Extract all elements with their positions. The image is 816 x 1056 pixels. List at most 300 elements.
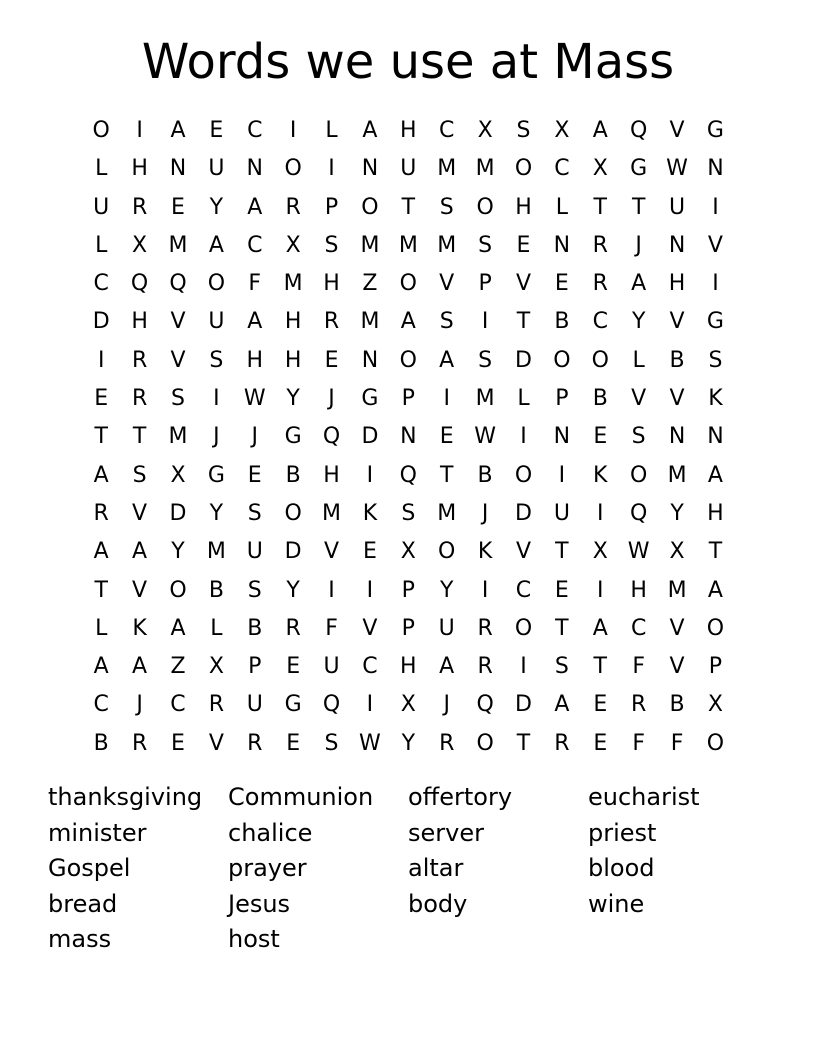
- grid-letter: X: [208, 654, 224, 680]
- grid-letter: H: [400, 118, 417, 143]
- grid-letter: V: [439, 271, 455, 297]
- letter-grid: [82, 112, 735, 763]
- grid-letter: E: [554, 271, 569, 297]
- grid-letter: N: [553, 424, 571, 450]
- grid-letter: R: [93, 500, 109, 526]
- grid-letter: E: [362, 539, 377, 565]
- grid-letter: T: [401, 194, 416, 220]
- grid-letter: Y: [401, 730, 416, 756]
- grid-letter: Y: [209, 500, 224, 526]
- grid-letter: N: [668, 232, 686, 258]
- grid-letter: B: [592, 386, 608, 412]
- grid-letter: L: [325, 118, 338, 143]
- grid-letter: C: [630, 615, 647, 641]
- word-list-item: chalice: [228, 818, 313, 847]
- grid-letter: I: [443, 386, 450, 412]
- grid-letter: Q: [630, 500, 648, 526]
- grid-letter: H: [246, 347, 264, 373]
- grid-letter: Z: [362, 271, 378, 297]
- grid-letter: M: [667, 577, 687, 603]
- grid-letter: B: [208, 577, 224, 603]
- grid-letter: G: [207, 462, 225, 488]
- grid-letter: F: [325, 615, 338, 641]
- grid-letter: W: [243, 386, 266, 412]
- word-list-item: blood: [588, 854, 655, 882]
- grid-letter: H: [284, 347, 302, 373]
- grid-letter: Y: [171, 539, 185, 565]
- grid-letter: C: [247, 118, 263, 143]
- grid-letter: I: [328, 156, 335, 182]
- grid-letter: W: [359, 730, 381, 756]
- grid-letter: U: [323, 654, 340, 680]
- grid-letter: T: [132, 424, 147, 450]
- grid-letter: R: [477, 615, 493, 641]
- grid-letter: A: [93, 462, 109, 488]
- grid-letter: A: [707, 577, 723, 603]
- grid-letter: E: [171, 194, 185, 220]
- grid-letter: S: [132, 462, 147, 488]
- grid-letter: X: [400, 539, 416, 565]
- word-list-item: Gospel: [48, 854, 131, 882]
- word-list-item: bread: [48, 889, 118, 918]
- grid-letter: X: [477, 118, 493, 143]
- grid-letter: M: [437, 232, 457, 258]
- grid-letter: E: [286, 730, 301, 756]
- grid-letter: S: [708, 347, 723, 373]
- grid-letter: J: [136, 692, 143, 718]
- grid-letter: S: [247, 577, 262, 603]
- grid-letter: S: [516, 118, 531, 143]
- grid-letter: N: [361, 347, 379, 373]
- grid-letter: M: [437, 500, 457, 526]
- grid-letter: I: [289, 118, 297, 143]
- grid-letter: M: [398, 232, 418, 258]
- grid-letter: S: [439, 194, 454, 220]
- grid-letter: U: [208, 309, 225, 335]
- grid-letter: S: [401, 500, 416, 526]
- grid-letter: I: [597, 577, 604, 603]
- grid-letter: P: [401, 615, 415, 641]
- grid-letter: K: [132, 615, 147, 641]
- grid-letter: L: [95, 615, 108, 641]
- grid-letter: R: [323, 309, 340, 335]
- grid-letter: R: [247, 730, 263, 756]
- grid-letter: B: [554, 309, 570, 335]
- grid-letter: N: [400, 424, 417, 450]
- grid-letter: R: [439, 730, 455, 756]
- grid-letter: R: [285, 194, 301, 220]
- grid-letter: P: [708, 654, 723, 680]
- grid-letter: T: [439, 462, 454, 488]
- grid-letter: S: [209, 347, 224, 373]
- grid-letter: X: [170, 462, 186, 488]
- grid-letter: O: [92, 118, 110, 143]
- word-list-item: thanksgiving: [48, 783, 203, 811]
- grid-letter: F: [632, 654, 645, 680]
- grid-letter: C: [554, 156, 570, 182]
- grid-letter: M: [206, 539, 226, 565]
- grid-letter: O: [284, 500, 302, 526]
- grid-letter: U: [553, 500, 570, 526]
- grid-letter: Y: [286, 386, 300, 412]
- grid-letter: T: [631, 194, 646, 220]
- grid-letter: Y: [631, 309, 646, 335]
- grid-letter: I: [366, 462, 374, 488]
- grid-letter: N: [668, 424, 686, 450]
- grid-letter: V: [669, 309, 685, 335]
- grid-letter: M: [360, 232, 380, 258]
- grid-letter: K: [593, 462, 608, 488]
- word-list-item: priest: [588, 818, 657, 847]
- grid-letter: D: [92, 309, 110, 335]
- grid-letter: C: [439, 118, 455, 143]
- grid-letter: Y: [670, 500, 684, 526]
- grid-letter: W: [666, 156, 688, 182]
- grid-letter: V: [707, 232, 723, 258]
- grid-letter: O: [399, 347, 417, 373]
- grid-letter: H: [131, 309, 148, 335]
- grid-letter: O: [361, 194, 379, 220]
- grid-letter: R: [554, 730, 570, 756]
- grid-letter: O: [476, 194, 494, 220]
- grid-letter: P: [401, 386, 415, 412]
- grid-letter: H: [284, 309, 302, 335]
- grid-letter: H: [400, 654, 417, 680]
- grid-letter: C: [93, 271, 109, 297]
- grid-letter: M: [360, 309, 380, 335]
- grid-letter: N: [361, 156, 379, 182]
- grid-letter: A: [439, 347, 455, 373]
- grid-letter: P: [248, 654, 262, 680]
- grid-letter: O: [706, 615, 725, 641]
- grid-letter: N: [707, 156, 724, 182]
- grid-letter: Y: [209, 194, 224, 220]
- grid-letter: T: [94, 577, 108, 603]
- grid-letter: G: [284, 692, 302, 718]
- grid-letter: I: [712, 271, 719, 297]
- word-list-item: Communion: [228, 783, 374, 811]
- grid-letter: E: [593, 424, 608, 450]
- grid-letter: T: [555, 615, 569, 641]
- grid-letter: O: [399, 271, 417, 297]
- grid-letter: V: [324, 539, 340, 565]
- word-list-item: offertory: [408, 783, 513, 811]
- grid-letter: E: [439, 424, 454, 450]
- grid-letter: X: [285, 232, 301, 258]
- grid-letter: O: [553, 347, 571, 373]
- grid-letter: H: [668, 271, 686, 297]
- grid-letter: I: [97, 347, 105, 373]
- grid-letter: O: [514, 462, 533, 488]
- grid-letter: O: [207, 271, 226, 297]
- grid-letter: R: [131, 194, 148, 220]
- grid-letter: L: [632, 347, 645, 373]
- grid-letter: A: [93, 654, 109, 680]
- grid-letter: E: [324, 347, 339, 373]
- grid-letter: V: [132, 500, 148, 526]
- grid-letter: M: [475, 386, 495, 412]
- word-list-item: prayer: [228, 854, 307, 882]
- grid-letter: I: [481, 309, 489, 335]
- word-list-item: server: [408, 818, 484, 847]
- grid-letter: K: [362, 500, 378, 526]
- grid-letter: V: [515, 271, 532, 297]
- grid-letter: Q: [322, 424, 341, 450]
- grid-letter: X: [707, 692, 723, 718]
- grid-letter: F: [248, 271, 262, 297]
- page-title: Words we use at Mass: [141, 34, 675, 90]
- grid-letter: N: [553, 232, 571, 258]
- grid-letter: C: [362, 654, 378, 680]
- grid-letter: N: [246, 156, 263, 182]
- grid-letter: G: [630, 156, 648, 182]
- grid-letter: R: [592, 271, 608, 297]
- grid-letter: V: [515, 539, 532, 565]
- grid-letter: L: [517, 386, 530, 412]
- word-list-item: body: [408, 889, 468, 918]
- grid-letter: R: [631, 692, 647, 718]
- grid-letter: R: [592, 232, 608, 258]
- grid-letter: Q: [399, 462, 417, 488]
- grid-letter: O: [438, 539, 456, 565]
- grid-letter: H: [323, 271, 340, 297]
- grid-letter: U: [246, 539, 263, 565]
- grid-letter: J: [443, 692, 450, 718]
- grid-letter: F: [632, 730, 645, 756]
- grid-letter: U: [669, 194, 686, 220]
- grid-letter: R: [285, 615, 301, 641]
- grid-letter: T: [593, 654, 607, 680]
- grid-letter: N: [169, 156, 187, 182]
- grid-letter: A: [592, 118, 608, 143]
- grid-letter: I: [520, 424, 527, 450]
- grid-letter: G: [706, 118, 724, 143]
- grid-letter: A: [554, 692, 570, 718]
- word-list-item: altar: [408, 854, 464, 882]
- grid-letter: S: [478, 232, 493, 258]
- grid-letter: S: [324, 232, 339, 258]
- grid-letter: G: [361, 386, 379, 412]
- grid-letter: A: [400, 309, 416, 335]
- grid-letter: A: [132, 654, 148, 680]
- grid-letter: I: [213, 386, 220, 412]
- grid-letter: D: [515, 692, 532, 718]
- grid-letter: Y: [439, 577, 454, 603]
- grid-letter: E: [554, 577, 569, 603]
- grid-letter: S: [170, 386, 185, 412]
- grid-letter: N: [707, 424, 724, 450]
- grid-letter: V: [362, 615, 378, 641]
- grid-letter: W: [474, 424, 496, 450]
- grid-letter: S: [439, 309, 454, 335]
- grid-letter: J: [251, 424, 258, 450]
- grid-letter: S: [247, 500, 262, 526]
- grid-letter: I: [558, 462, 566, 488]
- grid-letter: E: [286, 654, 301, 680]
- grid-letter: C: [247, 232, 263, 258]
- grid-letter: A: [93, 539, 109, 565]
- grid-letter: T: [708, 539, 723, 565]
- grid-letter: W: [627, 539, 650, 565]
- grid-letter: X: [400, 692, 416, 718]
- grid-letter: D: [515, 500, 532, 526]
- grid-letter: A: [592, 615, 608, 641]
- grid-letter: B: [477, 462, 493, 488]
- grid-letter: P: [324, 194, 339, 220]
- grid-letter: D: [169, 500, 187, 526]
- grid-letter: R: [131, 386, 148, 412]
- grid-letter: A: [707, 462, 723, 488]
- word-list: [48, 780, 768, 958]
- grid-letter: P: [478, 271, 492, 297]
- grid-letter: O: [514, 615, 533, 641]
- grid-letter: A: [132, 539, 148, 565]
- grid-letter: L: [95, 232, 108, 258]
- grid-letter: O: [284, 156, 302, 182]
- grid-letter: V: [669, 386, 685, 412]
- grid-letter: M: [475, 156, 495, 182]
- grid-letter: X: [592, 156, 608, 182]
- grid-letter: R: [477, 654, 493, 680]
- grid-letter: T: [555, 539, 569, 565]
- word-list-item: wine: [588, 889, 645, 918]
- grid-letter: S: [554, 654, 569, 680]
- grid-letter: D: [515, 347, 532, 373]
- grid-letter: Q: [630, 118, 648, 143]
- grid-letter: T: [94, 424, 108, 450]
- grid-letter: X: [132, 232, 148, 258]
- grid-letter: I: [366, 577, 374, 603]
- grid-letter: J: [481, 500, 489, 526]
- grid-letter: A: [170, 118, 186, 143]
- grid-letter: M: [283, 271, 303, 297]
- grid-letter: E: [593, 692, 608, 718]
- grid-letter: H: [630, 577, 647, 603]
- grid-letter: X: [554, 118, 570, 143]
- grid-letter: L: [210, 615, 223, 641]
- grid-letter: A: [170, 615, 186, 641]
- grid-letter: H: [707, 500, 724, 526]
- grid-letter: E: [209, 118, 224, 143]
- grid-letter: X: [669, 539, 685, 565]
- grid-letter: V: [669, 118, 685, 143]
- grid-letter: B: [285, 462, 301, 488]
- grid-letter: Y: [286, 577, 300, 603]
- word-list-item: eucharist: [588, 783, 700, 811]
- grid-letter: T: [516, 309, 531, 335]
- word-list-item: minister: [48, 818, 147, 847]
- grid-letter: L: [555, 194, 569, 220]
- grid-letter: A: [439, 654, 455, 680]
- grid-letter: O: [706, 730, 725, 756]
- word-list-item: mass: [48, 925, 112, 953]
- grid-letter: G: [706, 309, 724, 335]
- grid-letter: P: [555, 386, 569, 412]
- grid-letter: K: [477, 539, 493, 565]
- grid-letter: B: [669, 347, 685, 373]
- grid-letter: I: [366, 692, 374, 718]
- grid-letter: U: [93, 194, 110, 220]
- grid-letter: M: [667, 462, 687, 488]
- grid-letter: R: [208, 692, 225, 718]
- grid-letter: E: [516, 232, 531, 258]
- grid-letter: E: [171, 730, 185, 756]
- grid-letter: T: [516, 730, 531, 756]
- grid-letter: M: [437, 156, 457, 182]
- grid-letter: V: [669, 654, 685, 680]
- grid-letter: J: [213, 424, 220, 450]
- grid-letter: U: [246, 692, 263, 718]
- grid-letter: T: [593, 194, 607, 220]
- grid-letter: B: [247, 615, 263, 641]
- grid-letter: J: [328, 386, 335, 412]
- grid-letter: H: [131, 156, 148, 182]
- grid-letter: A: [247, 309, 263, 335]
- grid-letter: S: [478, 347, 493, 373]
- grid-letter: I: [712, 194, 719, 220]
- grid-letter: Z: [170, 654, 186, 680]
- grid-letter: I: [328, 577, 335, 603]
- grid-letter: B: [669, 692, 685, 718]
- grid-letter: E: [593, 730, 608, 756]
- grid-letter: V: [170, 347, 186, 373]
- grid-letter: O: [630, 462, 648, 488]
- grid-letter: Q: [476, 692, 494, 718]
- grid-letter: V: [631, 386, 647, 412]
- grid-letter: A: [362, 118, 378, 143]
- grid-letter: Q: [169, 271, 187, 297]
- grid-letter: E: [94, 386, 109, 412]
- grid-letter: B: [93, 730, 109, 756]
- grid-letter: D: [284, 539, 302, 565]
- word-list-item: Jesus: [228, 889, 291, 918]
- grid-letter: A: [631, 271, 647, 297]
- grid-letter: R: [131, 730, 148, 756]
- grid-letter: V: [208, 730, 224, 756]
- grid-letter: C: [93, 692, 109, 718]
- grid-letter: X: [592, 539, 608, 565]
- grid-letter: C: [170, 692, 186, 718]
- grid-letter: R: [131, 347, 148, 373]
- grid-letter: C: [515, 577, 532, 603]
- grid-letter: V: [170, 309, 186, 335]
- grid-letter: H: [515, 194, 532, 220]
- grid-letter: E: [247, 462, 262, 488]
- grid-letter: I: [481, 577, 489, 603]
- grid-letter: P: [401, 577, 415, 603]
- grid-letter: C: [592, 309, 608, 335]
- grid-letter: M: [322, 500, 342, 526]
- grid-letter: I: [136, 118, 143, 143]
- grid-letter: U: [400, 156, 417, 182]
- grid-letter: O: [476, 730, 494, 756]
- grid-letter: K: [708, 386, 723, 412]
- grid-letter: Q: [322, 692, 341, 718]
- grid-letter: S: [631, 424, 646, 450]
- word-list-item: host: [228, 925, 280, 953]
- grid-letter: O: [591, 347, 609, 373]
- grid-letter: U: [438, 615, 455, 641]
- grid-letter: J: [635, 232, 642, 258]
- grid-letter: Q: [130, 271, 149, 297]
- grid-letter: M: [168, 232, 188, 258]
- grid-letter: O: [514, 156, 533, 182]
- grid-letter: H: [323, 462, 340, 488]
- grid-letter: A: [208, 232, 224, 258]
- grid-letter: O: [169, 577, 187, 603]
- grid-letter: G: [284, 424, 302, 450]
- grid-letter: S: [324, 730, 339, 756]
